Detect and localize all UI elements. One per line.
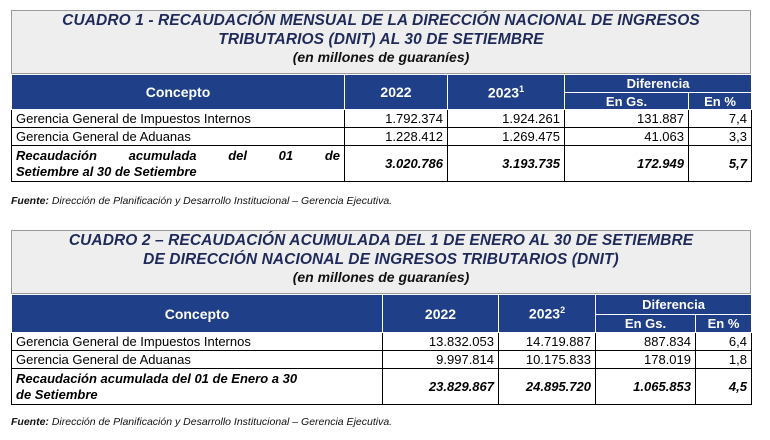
cuadro-2-subtitle: (en millones de guaraníes) bbox=[292, 269, 470, 285]
cuadro-2-header-en-gs: En Gs. bbox=[596, 315, 696, 333]
total-row bbox=[12, 369, 752, 405]
row-concepto: Gerencia General de Impuestos Internos bbox=[12, 110, 345, 128]
row-2022: 1.228.412 bbox=[345, 128, 448, 146]
total-concepto bbox=[12, 146, 345, 182]
total-concepto-line-2: Setiembre al 30 de Setiembre bbox=[16, 163, 197, 179]
cuadro-1-header-concepto: Concepto bbox=[12, 75, 345, 110]
cuadro-1-header-2023 bbox=[448, 75, 565, 110]
row-dif-pct: 1,8 bbox=[696, 351, 752, 369]
total-dif-pct: 4,5 bbox=[696, 369, 752, 405]
cuadro-1-source-label: Fuente: bbox=[11, 195, 49, 207]
row-dif-gs: 178.019 bbox=[596, 351, 696, 369]
total-concepto-line-1: Recaudación acumulada del 01 de bbox=[16, 147, 340, 163]
table-row bbox=[12, 351, 752, 369]
row-2023: 10.175.833 bbox=[499, 351, 596, 369]
cuadro-1-source bbox=[11, 195, 392, 207]
cuadro-1-header-2023-label: 2023 bbox=[487, 84, 520, 101]
total-dif-gs: 172.949 bbox=[565, 146, 689, 182]
row-concepto: Gerencia General de Impuestos Internos bbox=[12, 333, 383, 351]
table-row bbox=[12, 128, 752, 146]
total-2022: 3.020.786 bbox=[345, 146, 448, 182]
cuadro-2-header-en-pct: En % bbox=[696, 315, 752, 333]
cuadro-2-source-text: Dirección de Planificación y Desarrollo Institucional – Gerencia Ejecutiva. bbox=[48, 416, 393, 428]
row-2022: 1.792.374 bbox=[345, 110, 448, 128]
cuadro-1-source-text: Dirección de Planificación y Desarrollo Institucional – Gerencia Ejecutiva. bbox=[48, 195, 393, 207]
cuadro-1-header-en-gs: En Gs. bbox=[565, 93, 689, 110]
row-dif-pct: 6,4 bbox=[696, 333, 752, 351]
row-concepto: Gerencia General de Aduanas bbox=[12, 128, 345, 146]
total-2023: 3.193.735 bbox=[448, 146, 565, 182]
cuadro-1-table bbox=[11, 74, 752, 182]
total-concepto bbox=[12, 369, 383, 405]
cuadro-1-header-2022: 2022 bbox=[345, 75, 448, 110]
cuadro-2-header-diferencia: Diferencia bbox=[596, 295, 752, 315]
cuadro-2-title-line-1: CUADRO 2 – RECAUDACIÓN ACUMULADA DEL 1 DE ENERO AL 30 DE SETIEMBRE bbox=[68, 232, 694, 249]
table-row bbox=[12, 333, 752, 351]
row-2022: 9.997.814 bbox=[383, 351, 499, 369]
row-dif-pct: 7,4 bbox=[689, 110, 752, 128]
row-dif-gs: 887.834 bbox=[596, 333, 696, 351]
cuadro-1-title-box bbox=[11, 10, 751, 74]
cuadro-2-header-2023 bbox=[499, 295, 596, 333]
total-row bbox=[12, 146, 752, 182]
row-dif-pct: 3,3 bbox=[689, 128, 752, 146]
cuadro-1-title-line-2: TRIBUTARIOS (DNIT) AL 30 DE SETIEMBRE bbox=[218, 31, 544, 48]
cuadro-2-table bbox=[11, 294, 752, 405]
cuadro-2-header-2023-label: 2023 bbox=[528, 305, 561, 322]
table-row bbox=[12, 110, 752, 128]
row-dif-gs: 131.887 bbox=[565, 110, 689, 128]
cuadro-2-header-2023-footnote: 2 bbox=[560, 305, 566, 316]
cuadro-2-title-box bbox=[11, 230, 751, 294]
cuadro-1-subtitle: (en millones de guaraníes) bbox=[292, 49, 470, 65]
cuadro-2 bbox=[11, 230, 751, 405]
row-dif-gs: 41.063 bbox=[565, 128, 689, 146]
total-concepto-line-1: Recaudación acumulada del 01 de Enero a 30 bbox=[16, 370, 298, 386]
row-2023: 1.924.261 bbox=[448, 110, 565, 128]
total-2022: 23.829.867 bbox=[383, 369, 499, 405]
cuadro-2-header-concepto: Concepto bbox=[12, 295, 383, 333]
cuadro-2-title-line-2: DE DIRECCIÓN NACIONAL DE INGRESOS TRIBUTARIOS (DNIT) bbox=[143, 251, 619, 268]
cuadro-1-title-line-1: CUADRO 1 - RECAUDACIÓN MENSUAL DE LA DIRECCIÓN NACIONAL DE INGRESOS bbox=[62, 12, 700, 29]
total-2023: 24.895.720 bbox=[499, 369, 596, 405]
row-2023: 1.269.475 bbox=[448, 128, 565, 146]
cuadro-1 bbox=[11, 10, 751, 182]
cuadro-2-header-2022: 2022 bbox=[383, 295, 499, 333]
total-concepto-line-2: de Setiembre bbox=[16, 386, 98, 402]
cuadro-2-source bbox=[11, 416, 392, 428]
total-dif-gs: 1.065.853 bbox=[596, 369, 696, 405]
cuadro-1-header-diferencia: Diferencia bbox=[565, 75, 752, 93]
cuadro-2-source-label: Fuente: bbox=[11, 416, 49, 428]
cuadro-1-header-en-pct: En % bbox=[689, 93, 752, 110]
row-concepto: Gerencia General de Aduanas bbox=[12, 351, 383, 369]
row-2023: 14.719.887 bbox=[499, 333, 596, 351]
total-dif-pct: 5,7 bbox=[689, 146, 752, 182]
row-2022: 13.832.053 bbox=[383, 333, 499, 351]
cuadro-1-header-2023-footnote: 1 bbox=[519, 83, 525, 94]
